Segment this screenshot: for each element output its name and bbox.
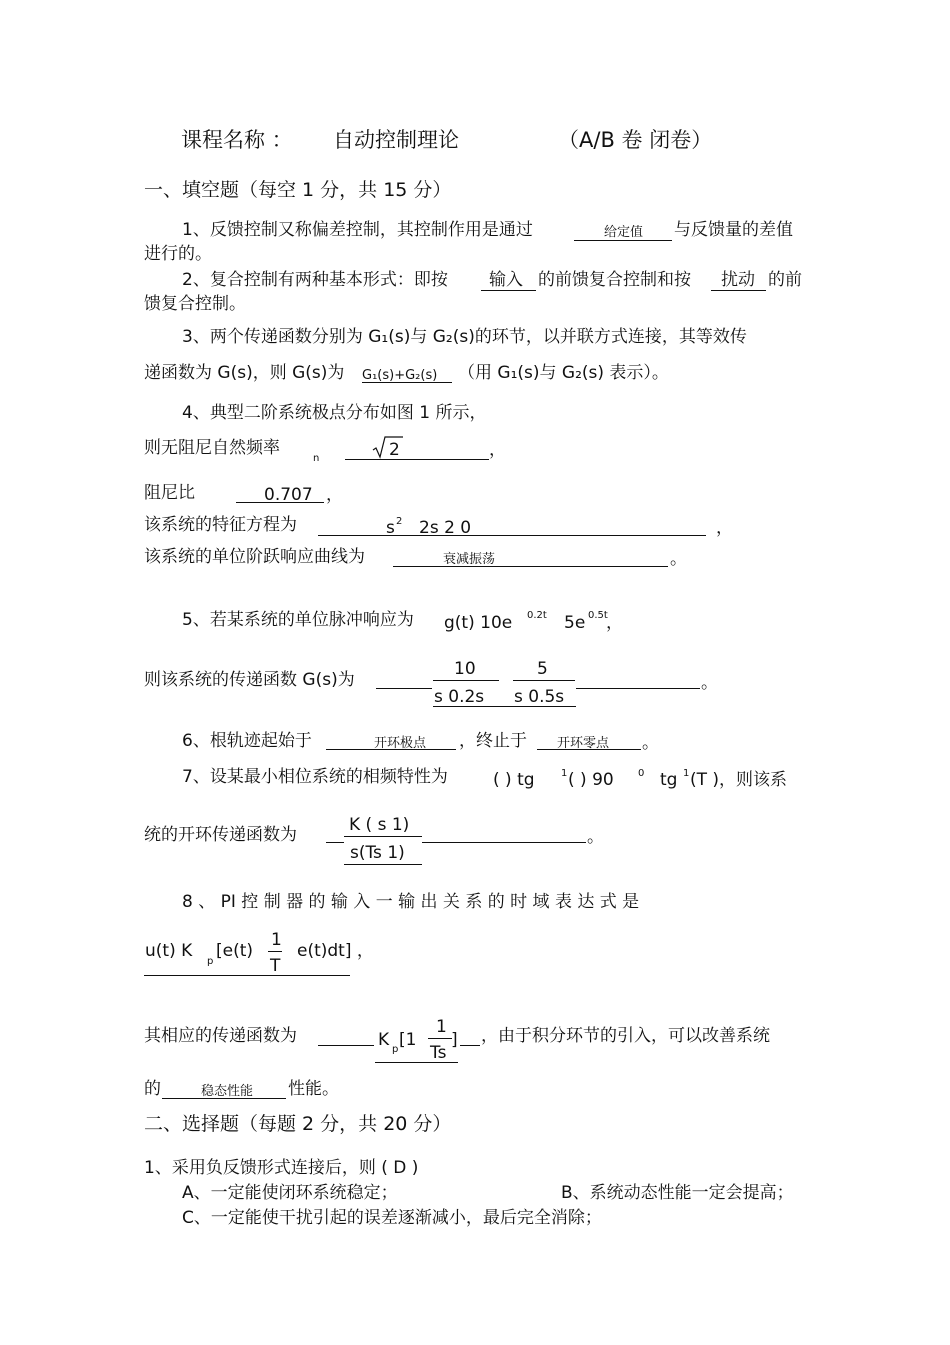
q8-u-frac-line <box>268 951 282 952</box>
q4-omega-comma: ， <box>489 440 506 460</box>
q7-den: s(Ts 1) <box>350 843 405 863</box>
section1-title: 一、填空题（每空 1 分，共 15 分） <box>144 179 452 201</box>
q5-den2: s 0.5s <box>514 687 565 707</box>
q4-char-end: ， <box>716 518 733 538</box>
q2-answer2: 扰动 <box>721 270 755 290</box>
q8-u-pre: u(t) K <box>145 941 193 961</box>
q8-den: Ts <box>430 1043 447 1063</box>
q6-answer1: 开环极点 <box>374 736 427 751</box>
q8-num: 1 <box>436 1017 447 1037</box>
q5-exp1: 0.2t <box>527 610 547 621</box>
course-label: 课程名称 ： <box>181 128 293 152</box>
q5-g-expr: g(t) 10e <box>444 613 513 633</box>
q5-exp2: 0.5t <box>588 610 608 621</box>
q4-char-s: s <box>386 518 395 538</box>
q5-mid: 5e <box>564 613 586 633</box>
q5-period: 。 <box>701 673 718 693</box>
q8-close: ] <box>451 1030 458 1050</box>
q4-omega-sub: n <box>313 453 320 464</box>
q4-omega-label: 则无阻尼自然频率 <box>144 438 280 458</box>
q5-line1: 5、若某系统的单位脉冲响应为 <box>182 610 414 630</box>
q4-char-label: 该系统的特征方程为 <box>144 515 297 535</box>
q8-bracket: [1 <box>399 1030 417 1050</box>
q4-step-label: 该系统的单位阶跃响应曲线为 <box>144 547 365 567</box>
q4-zeta-comma: ， <box>326 485 343 505</box>
q6-answer2: 开环零点 <box>557 736 610 751</box>
q8-underline-left <box>318 1045 374 1046</box>
q6-underline1 <box>326 749 456 750</box>
q4-zeta-label: 阻尼比 <box>144 483 195 503</box>
q6-pre: 6、根轨迹起始于 <box>182 731 312 751</box>
q2-answer1: 输入 <box>489 270 523 290</box>
q1-line2: 进行的。 <box>144 244 212 264</box>
q5-underline-left <box>376 688 432 689</box>
q8-answer-underline <box>162 1098 286 1099</box>
q5-den1: s 0.2s <box>434 687 485 707</box>
q7-expr3: tg <box>660 770 678 790</box>
q5-num1: 10 <box>454 659 476 679</box>
q2-underline1 <box>481 290 536 291</box>
q2-line2: 馈复合控制。 <box>144 294 246 314</box>
paper-type: （A/B 卷 闭卷） <box>558 128 713 152</box>
q5-end: ， <box>606 613 623 633</box>
q5-den-underline <box>433 706 576 707</box>
q3-line2-pre: 递函数为 G(s)，则 G(s)为 <box>144 363 345 383</box>
q6-period: 。 <box>642 733 659 753</box>
q8-underline-right <box>460 1045 480 1046</box>
q8-line4-pre: 的 <box>144 1079 161 1099</box>
s2-q1-optB: B、系统动态性能一定会提高； <box>561 1183 794 1203</box>
q5-underline-right <box>576 688 700 689</box>
q4-step-period: 。 <box>670 549 687 569</box>
q5-frac1-line <box>433 680 499 681</box>
q8-after: ，由于积分环节的引入，可以改善系统 <box>481 1026 770 1046</box>
q2-line1: 2、复合控制有两种基本形式：即按 <box>182 270 448 290</box>
q7-expr4: (T )，则该系 <box>690 770 788 790</box>
q4-char-rest: 2s 2 0 <box>419 518 472 538</box>
q7-exp1: 1 <box>561 768 568 779</box>
q3-line1: 3、两个传递函数分别为 G₁(s)与 G₂(s)的环节，以并联方式连接，其等效传 <box>182 327 747 347</box>
q4-zeta-answer: 0.707 <box>264 485 313 505</box>
s2-q1-optA: A、一定能使闭环系统稳定； <box>182 1183 398 1203</box>
q5-num2: 5 <box>537 659 548 679</box>
q8-frac-line <box>428 1038 452 1039</box>
q8-k: K <box>378 1030 390 1050</box>
q7-den-underline <box>344 864 422 865</box>
q8-den-underline <box>375 1062 458 1063</box>
q4-omega-answer: 2 <box>389 440 400 460</box>
q8-k-sub: p <box>392 1044 399 1055</box>
q2-underline2 <box>711 290 766 291</box>
q8-u-mid: [e(t) <box>216 941 254 961</box>
q1-after: 与反馈量的差值 <box>674 220 793 240</box>
q2-mid: 的前馈复合控制和按 <box>538 270 691 290</box>
q8-u-den: T <box>270 956 281 976</box>
q8-answer: 稳态性能 <box>201 1084 254 1099</box>
q7-expr: ( ) tg <box>493 770 535 790</box>
course-name: 自动控制理论 <box>333 128 459 152</box>
q4-step-underline <box>393 566 668 567</box>
q8-u-post: e(t)dt] ， <box>297 941 374 961</box>
q3-underline <box>362 382 452 383</box>
q7-exp3: 1 <box>683 768 690 779</box>
q4-char-exp: 2 <box>396 516 403 527</box>
q8-u-sub: p <box>207 956 214 967</box>
q4-char-underline <box>318 535 706 536</box>
q1-line1: 1、反馈控制又称偏差控制，其控制作用是通过 <box>182 220 533 240</box>
q4-step-answer: 衰减振荡 <box>443 552 496 567</box>
q1-answer: 给定值 <box>604 225 644 240</box>
q6-mid: ，终止于 <box>459 731 527 751</box>
s2-q1-optC: C、一定能使干扰引起的误差逐渐减小，最后完全消除； <box>182 1208 602 1228</box>
q8-u-num: 1 <box>271 930 282 950</box>
q4-line1: 4、典型二阶系统极点分布如图 1 所示， <box>182 403 487 423</box>
q2-after: 的前 <box>768 270 802 290</box>
q4-zeta-underline <box>236 502 324 503</box>
q7-period: 。 <box>587 827 604 847</box>
s2-q1-stem: 1、采用负反馈形式连接后，则 ( D ) <box>144 1158 419 1178</box>
q8-line1: 8 、 PI 控 制 器 的 输 入 一 输 出 关 系 的 时 域 表 达 式 是 <box>182 892 640 912</box>
q1-underline <box>574 240 672 241</box>
q4-omega-underline <box>345 459 489 460</box>
q3-answer: G₁(s)+G₂(s) <box>362 368 438 383</box>
q7-exp2: 0 <box>638 768 645 779</box>
q8-line4-post: 性能。 <box>288 1079 339 1099</box>
q7-tf-label: 统的开环传递函数为 <box>144 825 297 845</box>
q7-num: K ( s 1) <box>349 815 410 835</box>
q7-line1: 7、设某最小相位系统的相频特性为 <box>182 767 448 787</box>
q7-frac-line <box>344 836 422 837</box>
q8-tf-label: 其相应的传递函数为 <box>144 1026 297 1046</box>
q8-u-underline <box>144 975 350 976</box>
q5-frac2-line <box>513 680 575 681</box>
q3-line2-post: （用 G₁(s)与 G₂(s) 表示）。 <box>458 363 669 383</box>
q7-underline-left <box>326 842 344 843</box>
q5-tf-label: 则该系统的传递函数 G(s)为 <box>144 670 355 690</box>
section2-title: 二、选择题（每题 2 分，共 20 分） <box>144 1113 452 1135</box>
q6-underline2 <box>537 749 641 750</box>
q7-expr2: ( ) 90 <box>568 770 614 790</box>
q7-underline-right <box>422 842 586 843</box>
